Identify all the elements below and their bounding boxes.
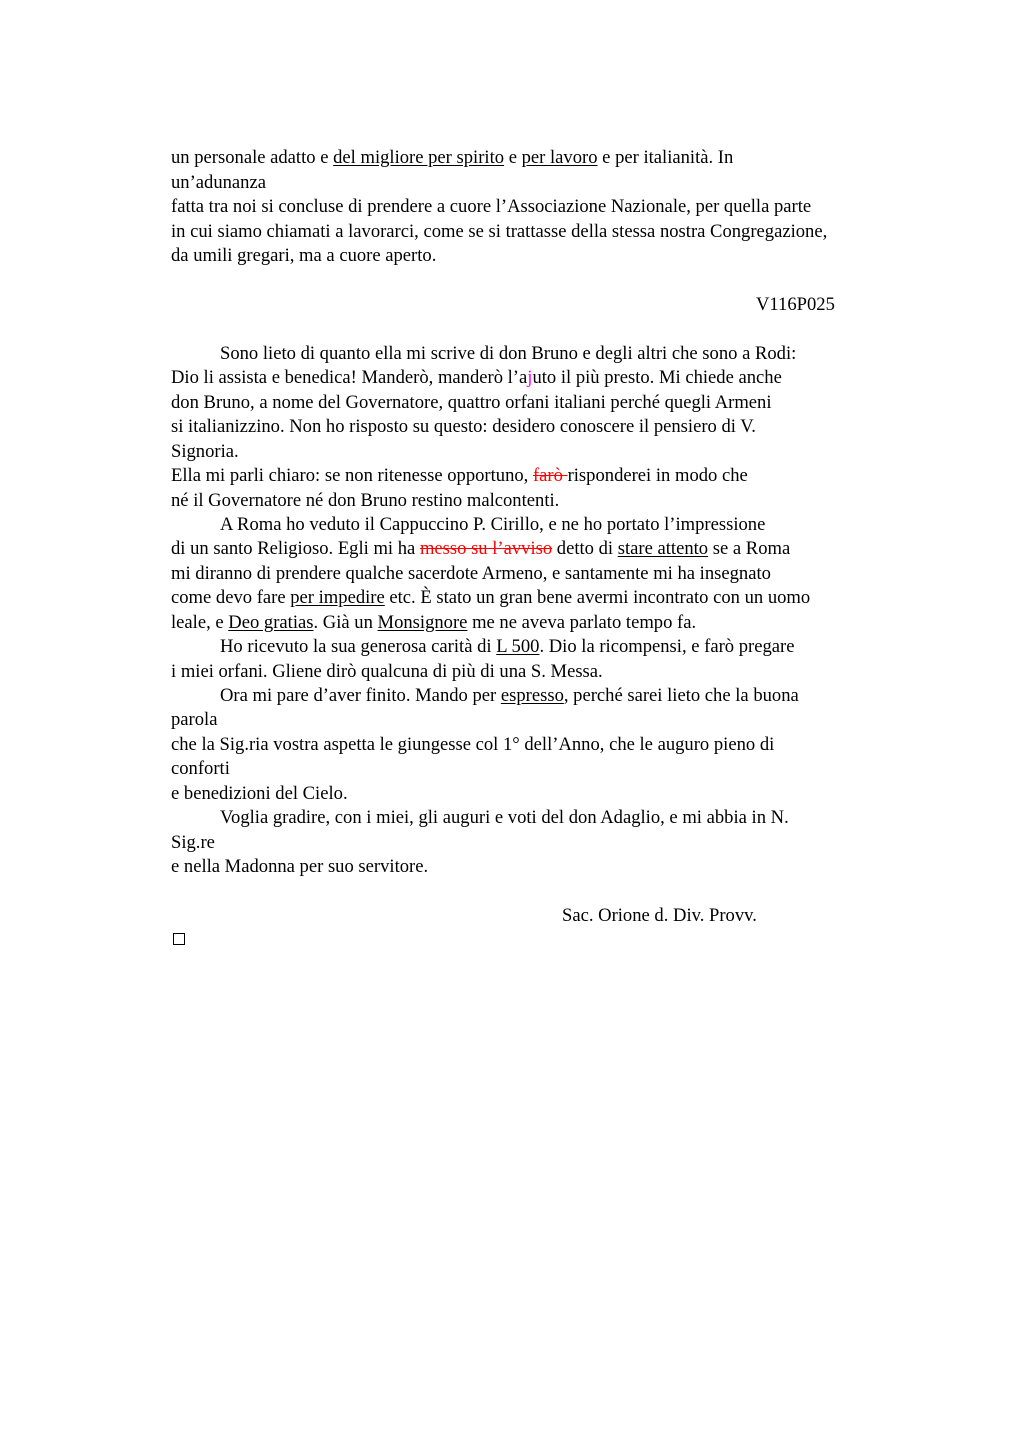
underlined-phrase: per lavoro [521,147,598,168]
text-line-28: e nella Madonna per suo servitore. [171,856,429,877]
text-run: di un santo Religioso. Egli mi ha [171,538,420,559]
text-line-16: mi diranno di prendere qualche sacerdote Armeno, e santamente mi ha insegnato [171,563,771,584]
signature: Sac. Orione d. Div. Provv. [562,905,757,926]
underlined-phrase: Deo gratias [228,612,314,633]
text-line-24: conforti [171,758,230,779]
deleted-word: farò [532,465,568,486]
inserted-letter: j [527,367,533,388]
text-line-17 [171,586,810,610]
text-run: Dio li assista e benedica! Manderò, manderò l’a [171,367,528,388]
text-line-1 [171,146,733,170]
text-line-9: don Bruno, a nome del Governatore, quattro orfani italiani perché quegli Armeni [171,392,772,413]
text-run: , perché sarei lieto che la buona [563,685,799,706]
text-run: me ne aveva parlato tempo fa. [467,612,697,633]
underlined-phrase: espresso [500,685,564,706]
deleted-phrase: messo su l’avviso [419,538,553,559]
text-run: come devo fare [171,587,291,608]
text-run: e per italianità. In [597,147,734,168]
text-line-2: un’adunanza [171,172,266,193]
text-run: uto il più presto. Mi chiede anche [532,367,782,388]
text-line-7: Sono lieto di quanto ella mi scrive di don Bruno e degli altri che sono a Rodi: [220,343,797,364]
text-line-14: A Roma ho veduto il Cappuccino P. Cirillo, e ne ho portato l’impressione [220,514,766,535]
text-run: leale, e [171,612,229,633]
text-run: risponderei in modo che [567,465,748,486]
end-marker-box [173,933,185,945]
text-line-27: Sig.re [171,832,215,853]
text-line-12 [171,464,748,488]
text-run: Ho ricevuto la sua generosa carità di [220,636,497,657]
underlined-phrase: del migliore per spirito [333,147,505,168]
text-line-19 [220,635,794,659]
text-run: detto di [552,538,618,559]
text-run: etc. È stato un gran bene avermi incontrato con un uomo [384,587,811,608]
text-line-22: parola [171,709,218,730]
text-run: un personale adatto e [171,147,334,168]
page-code: V116P025 [756,294,835,315]
text-run: . Dio la ricompensi, e farò pregare [539,636,795,657]
text-line-13: né il Governatore né don Bruno restino malcontenti. [171,490,560,511]
text-line-8 [171,366,782,390]
text-line-26: Voglia gradire, con i miei, gli auguri e voti del don Adaglio, e mi abbia in N. [220,807,789,828]
underlined-phrase: Monsignore [377,612,468,633]
text-run: Ora mi pare d’aver finito. Mando per [220,685,501,706]
text-line-20: i miei orfani. Gliene dirò qualcuna di più di una S. Messa. [171,661,603,682]
text-line-25: e benedizioni del Cielo. [171,783,348,804]
text-line-15 [171,537,790,561]
text-run: Ella mi parli chiaro: se non ritenesse opportuno, [171,465,533,486]
underlined-phrase: L 500 [496,636,540,657]
underlined-phrase: per impedire [290,587,385,608]
text-line-4: in cui siamo chiamati a lavorarci, come se si trattasse della stessa nostra Congregazione, [171,221,828,242]
text-line-18 [171,611,696,635]
text-line-3: fatta tra noi si concluse di prendere a cuore l’Associazione Nazionale, per quella parte [171,196,812,217]
text-line-10: si italianizzino. Non ho risposto su questo: desidero conoscere il pensiero di V. [171,416,756,437]
text-line-5: da umili gregari, ma a cuore aperto. [171,245,437,266]
text-run: e [504,147,522,168]
text-line-11: Signoria. [171,441,239,462]
underlined-phrase: stare attento [617,538,709,559]
text-run: . Già un [313,612,378,633]
text-line-23: che la Sig.ria vostra aspetta le giungesse col 1° dell’Anno, che le auguro pieno di [171,734,775,755]
text-run: se a Roma [708,538,791,559]
text-line-21 [220,684,799,708]
